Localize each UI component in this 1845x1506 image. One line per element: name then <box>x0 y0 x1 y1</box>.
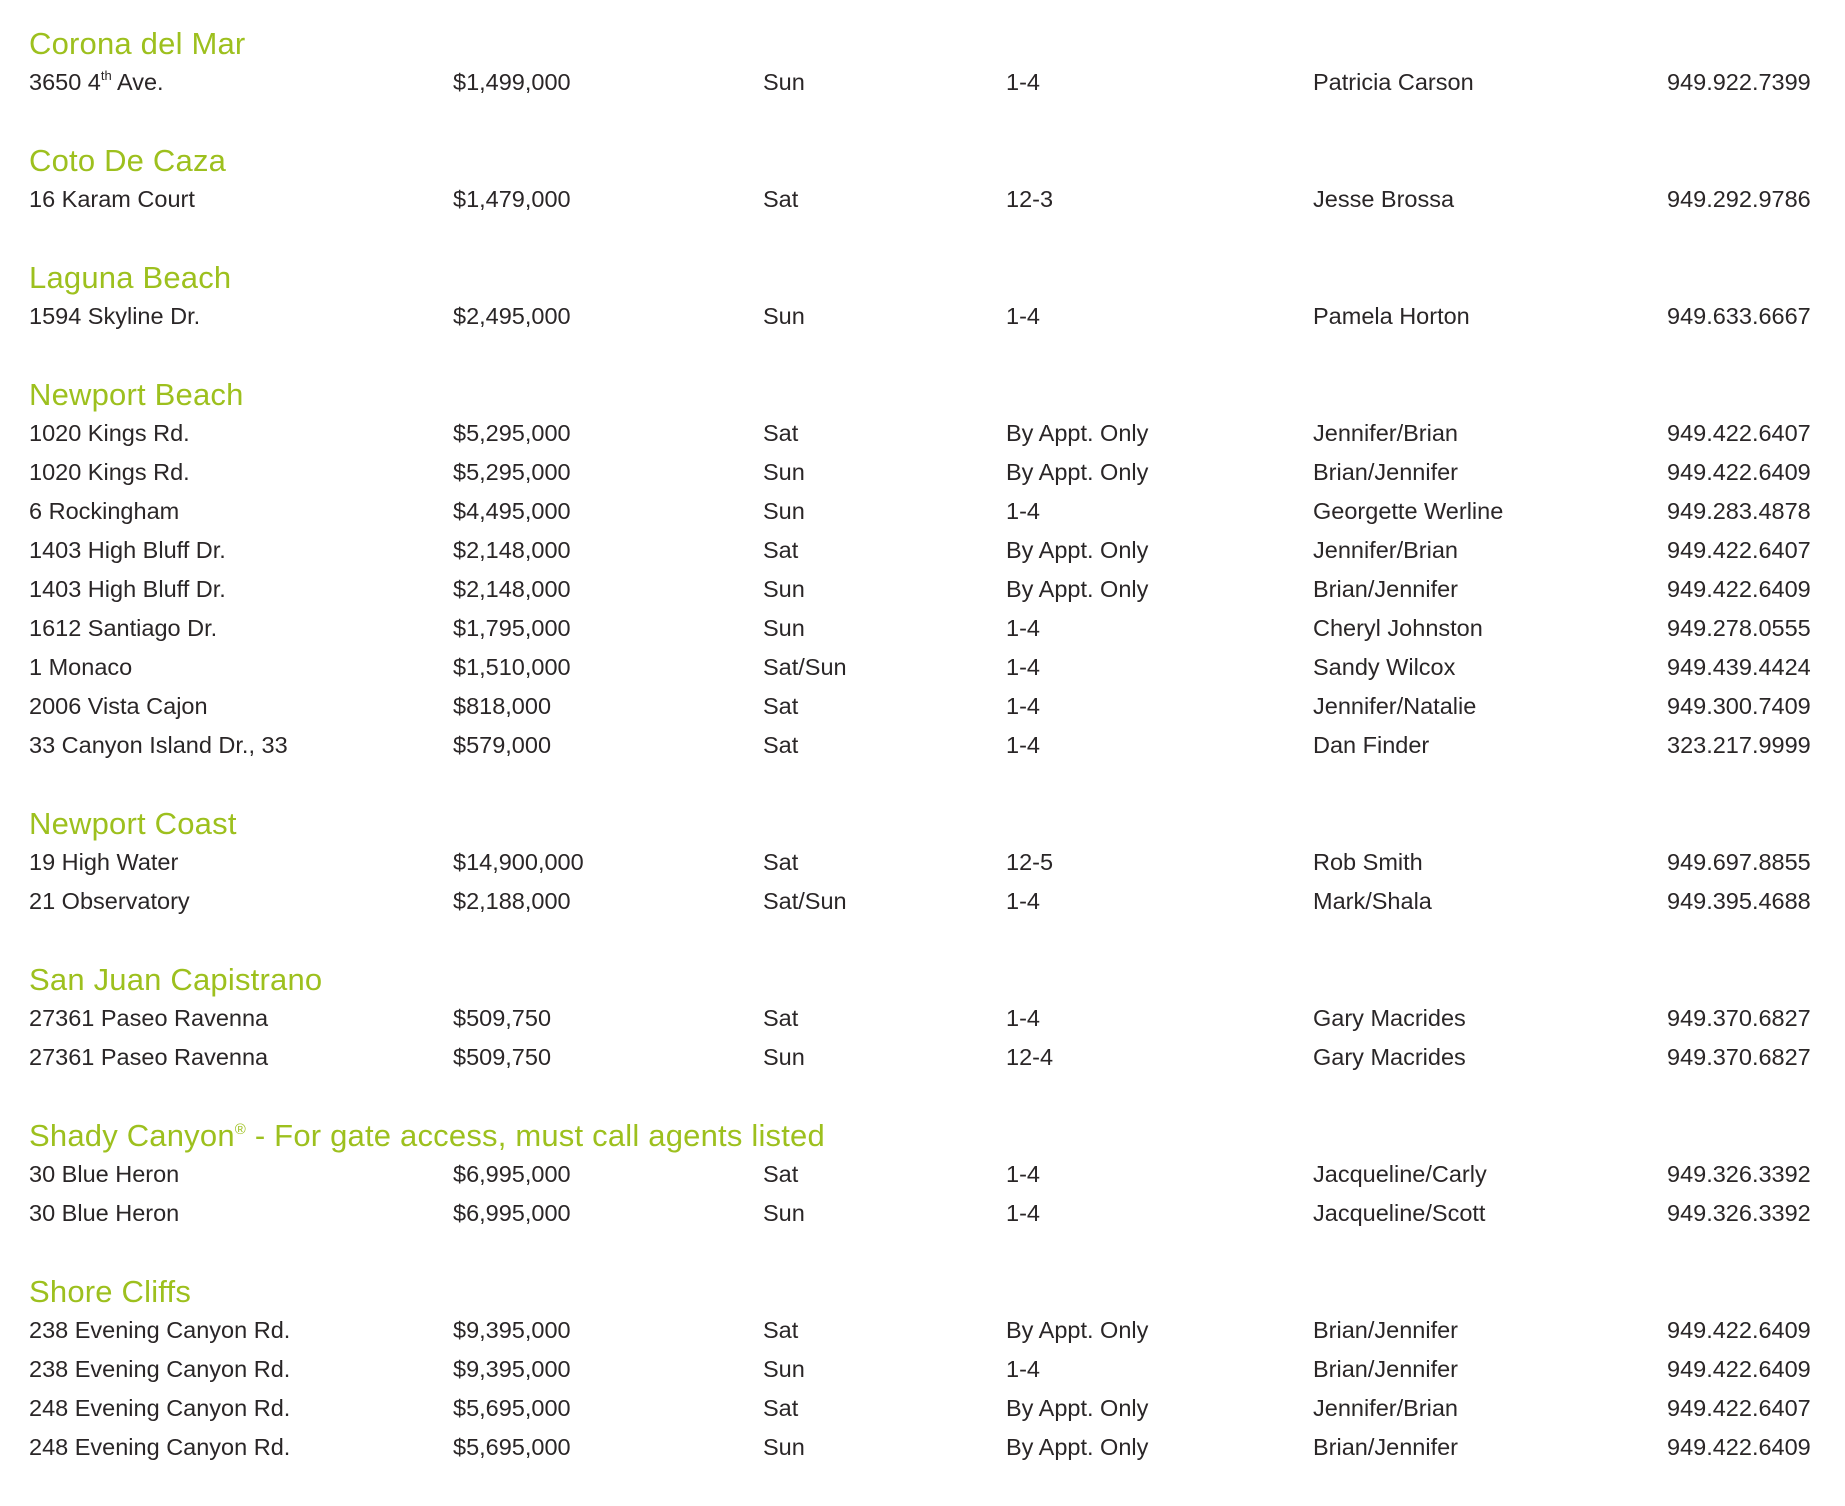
listing-row <box>0 63 1845 102</box>
address: 1 Monaco <box>29 654 133 680</box>
area-section <box>0 258 1845 336</box>
address: 33 Canyon Island Dr., 33 <box>29 732 288 758</box>
area-name: Coto De Caza <box>29 143 227 178</box>
open-day: Sun <box>763 1356 805 1382</box>
address: 16 Karam Court <box>29 186 195 212</box>
price: $6,995,000 <box>453 1161 571 1187</box>
listing-row <box>0 297 1845 336</box>
area-heading <box>0 24 1845 63</box>
listing-rows <box>0 1311 1845 1467</box>
open-time: 1-4 <box>1006 303 1040 329</box>
price: $5,695,000 <box>453 1434 571 1460</box>
agent-name: Jacqueline/Carly <box>1313 1161 1487 1187</box>
address: 19 High Water <box>29 849 179 875</box>
open-day: Sun <box>763 459 805 485</box>
address: 238 Evening Canyon Rd. <box>29 1356 291 1382</box>
open-time: 1-4 <box>1006 69 1040 95</box>
listing-rows <box>0 1155 1845 1233</box>
price: $818,000 <box>453 693 552 719</box>
open-time: 1-4 <box>1006 693 1040 719</box>
open-day: Sat <box>763 537 799 563</box>
open-day: Sun <box>763 1200 805 1226</box>
open-day: Sat <box>763 732 799 758</box>
address: 3650 4th Ave. <box>29 68 164 95</box>
agent-phone: 949.278.0555 <box>1667 615 1811 641</box>
open-day: Sat <box>763 1317 799 1343</box>
open-time: 12-4 <box>1006 1044 1054 1070</box>
area-name: Corona del Mar <box>29 26 246 61</box>
listing-rows <box>0 999 1845 1077</box>
address: 248 Evening Canyon Rd. <box>29 1434 291 1460</box>
open-time: By Appt. Only <box>1006 576 1149 602</box>
registered-mark: ® <box>234 1121 247 1138</box>
agent-phone: 949.422.6409 <box>1667 459 1811 485</box>
agent-name: Mark/Shala <box>1313 888 1432 914</box>
listing-row <box>0 999 1845 1038</box>
area-name: Shady Canyon <box>29 1118 235 1153</box>
agent-phone: 949.697.8855 <box>1667 849 1811 875</box>
area-heading <box>0 1116 1845 1155</box>
open-time: By Appt. Only <box>1006 1317 1149 1343</box>
address: 6 Rockingham <box>29 498 180 524</box>
address: 1594 Skyline Dr. <box>29 303 201 329</box>
price: $1,499,000 <box>453 69 571 95</box>
agent-name: Jesse Brossa <box>1313 186 1455 212</box>
agent-name: Rob Smith <box>1313 849 1423 875</box>
agent-name: Jennifer/Brian <box>1313 420 1458 446</box>
open-time: 12-3 <box>1006 186 1054 212</box>
address: 27361 Paseo Ravenna <box>29 1005 269 1031</box>
listing-row <box>0 570 1845 609</box>
agent-name: Gary Macrides <box>1313 1005 1466 1031</box>
agent-name: Brian/Jennifer <box>1313 459 1458 485</box>
listing-row <box>0 1428 1845 1467</box>
listing-row <box>0 882 1845 921</box>
listing-rows <box>0 63 1845 102</box>
open-day: Sun <box>763 303 805 329</box>
agent-phone: 949.422.6407 <box>1667 1395 1811 1421</box>
area-section <box>0 24 1845 102</box>
price: $5,295,000 <box>453 420 571 446</box>
listing-rows <box>0 297 1845 336</box>
open-day: Sun <box>763 1044 805 1070</box>
area-heading <box>0 141 1845 180</box>
price: $2,148,000 <box>453 537 571 563</box>
open-day: Sat <box>763 420 799 446</box>
open-time: 1-4 <box>1006 1200 1040 1226</box>
open-day: Sun <box>763 69 805 95</box>
address: 1020 Kings Rd. <box>29 420 190 446</box>
agent-phone: 949.370.6827 <box>1667 1005 1811 1031</box>
open-day: Sun <box>763 1434 805 1460</box>
listing-rows <box>0 843 1845 921</box>
listing-row <box>0 687 1845 726</box>
address: 1403 High Bluff Dr. <box>29 537 226 563</box>
agent-phone: 949.422.6407 <box>1667 420 1811 446</box>
open-day: Sun <box>763 498 805 524</box>
open-time: By Appt. Only <box>1006 420 1149 446</box>
area-heading <box>0 1272 1845 1311</box>
open-day: Sat <box>763 849 799 875</box>
open-time: By Appt. Only <box>1006 1395 1149 1421</box>
agent-name: Gary Macrides <box>1313 1044 1466 1070</box>
listing-row <box>0 726 1845 765</box>
listing-row <box>0 1155 1845 1194</box>
area-section <box>0 141 1845 219</box>
address: 21 Observatory <box>29 888 190 914</box>
area-section <box>0 1272 1845 1467</box>
agent-name: Brian/Jennifer <box>1313 1317 1458 1343</box>
agent-phone: 949.922.7399 <box>1667 69 1811 95</box>
price: $579,000 <box>453 732 552 758</box>
agent-name: Dan Finder <box>1313 732 1430 758</box>
area-heading <box>0 375 1845 414</box>
open-time: 1-4 <box>1006 1161 1040 1187</box>
agent-name: Jacqueline/Scott <box>1313 1200 1486 1226</box>
price: $1,795,000 <box>453 615 571 641</box>
listing-row <box>0 492 1845 531</box>
open-day: Sun <box>763 576 805 602</box>
area-name: Newport Beach <box>29 377 244 412</box>
area-name: Laguna Beach <box>29 260 232 295</box>
agent-phone: 323.217.9999 <box>1667 732 1811 758</box>
price: $4,495,000 <box>453 498 571 524</box>
agent-phone: 949.395.4688 <box>1667 888 1811 914</box>
address: 30 Blue Heron <box>29 1200 180 1226</box>
agent-phone: 949.422.6407 <box>1667 537 1811 563</box>
open-day: Sat <box>763 693 799 719</box>
address-superscript: th <box>100 68 112 83</box>
listing-row <box>0 414 1845 453</box>
listing-rows <box>0 180 1845 219</box>
listing-row <box>0 1350 1845 1389</box>
agent-name: Brian/Jennifer <box>1313 1434 1458 1460</box>
price: $5,295,000 <box>453 459 571 485</box>
agent-name: Jennifer/Brian <box>1313 537 1458 563</box>
area-heading <box>0 960 1845 999</box>
agent-name: Sandy Wilcox <box>1313 654 1456 680</box>
area-note: - For gate access, must call agents listed <box>246 1118 825 1153</box>
address: 1020 Kings Rd. <box>29 459 190 485</box>
open-time: 1-4 <box>1006 615 1040 641</box>
listing-row <box>0 1038 1845 1077</box>
agent-phone: 949.422.6409 <box>1667 1434 1811 1460</box>
agent-name: Cheryl Johnston <box>1313 615 1483 641</box>
agent-phone: 949.422.6409 <box>1667 1356 1811 1382</box>
open-time: 1-4 <box>1006 888 1040 914</box>
price: $14,900,000 <box>453 849 584 875</box>
address: 1403 High Bluff Dr. <box>29 576 226 602</box>
open-time: By Appt. Only <box>1006 1434 1149 1460</box>
agent-name: Jennifer/Brian <box>1313 1395 1458 1421</box>
listing-row <box>0 609 1845 648</box>
open-day: Sat <box>763 1395 799 1421</box>
agent-phone: 949.300.7409 <box>1667 693 1811 719</box>
open-time: By Appt. Only <box>1006 537 1149 563</box>
address: 1612 Santiago Dr. <box>29 615 218 641</box>
agent-phone: 949.633.6667 <box>1667 303 1811 329</box>
price: $6,995,000 <box>453 1200 571 1226</box>
open-day: Sun <box>763 615 805 641</box>
area-heading <box>0 258 1845 297</box>
area-name: Shore Cliffs <box>29 1274 192 1309</box>
agent-name: Brian/Jennifer <box>1313 1356 1458 1382</box>
area-name: San Juan Capistrano <box>29 962 323 997</box>
area-heading <box>0 804 1845 843</box>
agent-name: Georgette Werline <box>1313 498 1504 524</box>
agent-phone: 949.422.6409 <box>1667 576 1811 602</box>
listing-row <box>0 453 1845 492</box>
agent-phone: 949.326.3392 <box>1667 1161 1811 1187</box>
open-day: Sat <box>763 1005 799 1031</box>
price: $509,750 <box>453 1044 552 1070</box>
area-name: Newport Coast <box>29 806 237 841</box>
area-section <box>0 1116 1845 1233</box>
price: $9,395,000 <box>453 1317 571 1343</box>
listing-row <box>0 1389 1845 1428</box>
address: 238 Evening Canyon Rd. <box>29 1317 291 1343</box>
open-time: 1-4 <box>1006 654 1040 680</box>
price: $2,188,000 <box>453 888 571 914</box>
listing-row <box>0 843 1845 882</box>
open-time: 1-4 <box>1006 1356 1040 1382</box>
open-time: 1-4 <box>1006 732 1040 758</box>
address: 248 Evening Canyon Rd. <box>29 1395 291 1421</box>
price: $9,395,000 <box>453 1356 571 1382</box>
agent-phone: 949.283.4878 <box>1667 498 1811 524</box>
area-section <box>0 804 1845 921</box>
listing-row <box>0 180 1845 219</box>
open-day: Sat <box>763 186 799 212</box>
price: $2,495,000 <box>453 303 571 329</box>
agent-phone: 949.326.3392 <box>1667 1200 1811 1226</box>
agent-phone: 949.292.9786 <box>1667 186 1811 212</box>
price: $509,750 <box>453 1005 552 1031</box>
open-day: Sat <box>763 1161 799 1187</box>
address: 30 Blue Heron <box>29 1161 180 1187</box>
open-time: 1-4 <box>1006 498 1040 524</box>
listing-row <box>0 1311 1845 1350</box>
price: $1,479,000 <box>453 186 571 212</box>
address: 2006 Vista Cajon <box>29 693 208 719</box>
agent-phone: 949.439.4424 <box>1667 654 1811 680</box>
open-time: 12-5 <box>1006 849 1054 875</box>
open-time: 1-4 <box>1006 1005 1040 1031</box>
agent-phone: 949.370.6827 <box>1667 1044 1811 1070</box>
agent-name: Brian/Jennifer <box>1313 576 1458 602</box>
listing-row <box>0 1194 1845 1233</box>
agent-name: Patricia Carson <box>1313 69 1474 95</box>
agent-phone: 949.422.6409 <box>1667 1317 1811 1343</box>
listing-rows <box>0 414 1845 765</box>
listing-row <box>0 648 1845 687</box>
price: $2,148,000 <box>453 576 571 602</box>
open-day: Sat/Sun <box>763 888 847 914</box>
agent-name: Jennifer/Natalie <box>1313 693 1477 719</box>
area-section <box>0 960 1845 1077</box>
price: $5,695,000 <box>453 1395 571 1421</box>
open-day: Sat/Sun <box>763 654 847 680</box>
open-time: By Appt. Only <box>1006 459 1149 485</box>
listing-row <box>0 531 1845 570</box>
address: 27361 Paseo Ravenna <box>29 1044 269 1070</box>
agent-name: Pamela Horton <box>1313 303 1470 329</box>
price: $1,510,000 <box>453 654 571 680</box>
open-house-listing <box>0 24 1845 1506</box>
area-section <box>0 375 1845 765</box>
